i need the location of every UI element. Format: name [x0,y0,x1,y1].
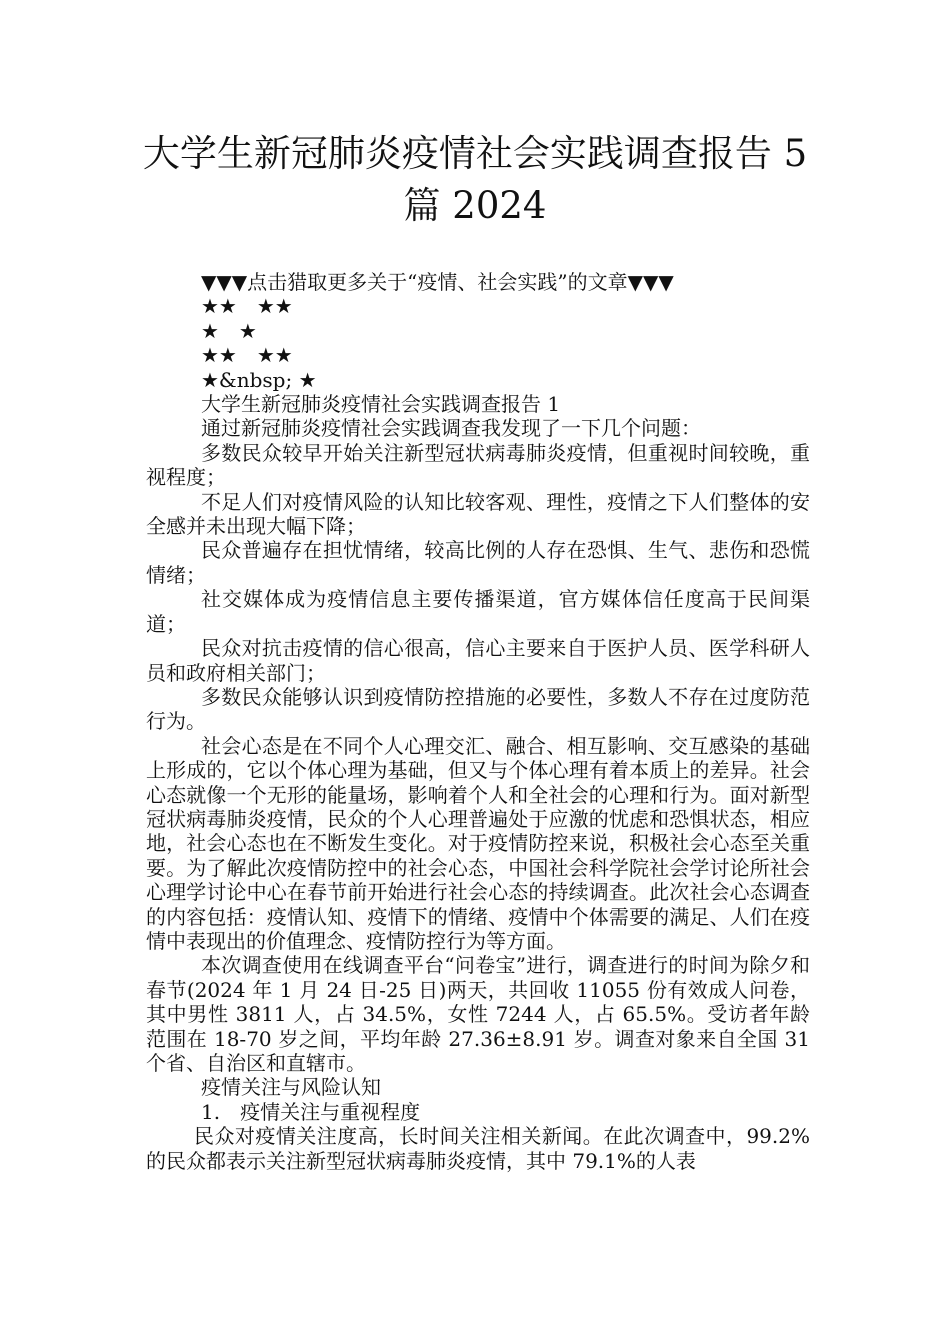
star-line-2: ★ ★ [201,318,257,343]
subsection-heading: 1. 疫情关注与重视程度 [201,1099,421,1124]
paragraph-attention: 民众对疫情关注度高，长时间关注相关新闻。在此次调查中，99.2%的民众都表示关注新型冠状病毒肺炎疫情，其中 79.1%的人表 [146,1124,810,1173]
section-heading: 疫情关注与风险认知 [201,1075,381,1100]
star-line-3: ★★ ★★ [201,343,293,368]
document-body [146,270,810,1173]
title-line-2: 篇 2024 [403,184,547,227]
star-line-1: ★★ ★★ [201,294,293,319]
more-articles-link[interactable]: ▼▼▼点击猎取更多关于“疫情、社会实践”的文章▼▼▼ [201,270,674,294]
paragraph-finding-2: 不足人们对疫情风险的认知比较客观、理性，疫情之下人们整体的安全感并未出现大幅下降； [146,489,810,539]
document-title [120,128,830,232]
report-title: 大学生新冠肺炎疫情社会实践调查报告 1 [201,392,561,417]
paragraph-finding-4: 社交媒体成为疫情信息主要传播渠道，官方媒体信任度高于民间渠道； [146,587,810,636]
star-line-4: ★&nbsp; ★ [201,367,317,392]
paragraph-finding-6: 多数民众能够认识到疫情防控措施的必要性，多数人不存在过度防范行为。 [146,684,810,734]
title-line-1: 大学生新冠肺炎疫情社会实践调查报告 5 [142,132,808,175]
paragraph-finding-3: 民众普遍存在担忧情绪，较高比例的人存在恐惧、生气、悲伤和恐慌情绪； [146,538,810,587]
paragraph-survey-method: 本次调查使用在线调查平台“问卷宝”进行，调查进行的时间为除夕和春节(2024 年 1 月 24 日-25 日)两天，共回收 11055 份有效成人问卷，其中男性 3811 人，占 34.5%，女性 7244 人，占 65.5%。受访者年龄范围在 18-70 岁之间，平均年龄 27.36±8.91 岁。调查对象来自全国 31 个省、自治区和直辖市。 [146,953,810,1075]
paragraph-finding-5: 民众对抗击疫情的信心很高，信心主要来自于医护人员、医学科研人员和政府相关部门； [146,636,810,685]
paragraph-intro: 通过新冠肺炎疫情社会实践调查我发现了一下几个问题： [201,416,701,441]
paragraph-finding-1: 多数民众较早开始关注新型冠状病毒肺炎疫情，但重视时间较晚，重视程度； [146,440,810,490]
paragraph-social-mentality: 社会心态是在不同个人心理交汇、融合、相互影响、交互感染的基础上形成的，它以个体心理为基础，但又与个体心理有着本质上的差异。社会心态就像一个无形的能量场，影响着个人和全社会的心理和行为。面对新型冠状病毒肺炎疫情，民众的个人心理普遍处于应激的忧虑和恐惧状态，相应地，社会心态也在不断发生变化。对于疫情防控来说，积极社会心态至关重要。为了解此次疫情防控中的社会心态，中国社会科学院社会学讨论所社会心理学讨论中心在春节前开始进行社会心态的持续调查。此次社会心态调查的内容包括：疫情认知、疫情下的情绪、疫情中个体需要的满足、人们在疫情中表现出的价值理念、疫情防控行为等方面。 [146,733,810,953]
